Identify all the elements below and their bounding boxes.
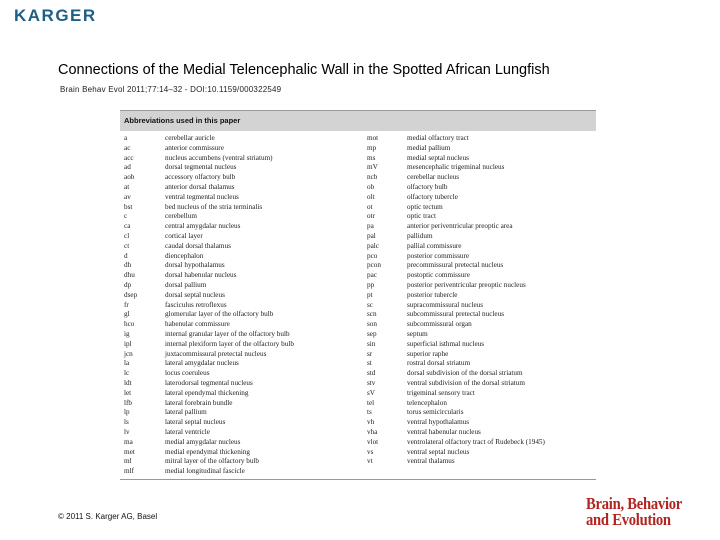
definition-right: anterior periventricular preoptic area xyxy=(407,222,513,231)
definition-left: internal plexiform layer of the olfactory bulb xyxy=(165,339,294,348)
journal-logo-line1: Brain, Behavior xyxy=(586,494,683,513)
abbreviation-left: ac xyxy=(124,143,131,152)
definition-right: olfactory tubercle xyxy=(407,192,458,201)
definition-right: ventral subdivision of the dorsal striatum xyxy=(407,378,525,387)
definition-left: medial longitudinal fascicle xyxy=(165,467,245,476)
definition-left: cortical layer xyxy=(165,231,203,240)
abbreviation-right: sr xyxy=(367,349,373,358)
definition-left: dorsal septal nucleus xyxy=(165,290,225,299)
definition-right: supracommissural nucleus xyxy=(407,300,484,309)
definition-left: central amygdalar nucleus xyxy=(165,222,241,231)
abbreviation-left: c xyxy=(124,212,128,221)
table-row xyxy=(120,457,596,467)
abbreviation-left: hco xyxy=(124,320,135,329)
abbreviation-right: sV xyxy=(367,388,375,397)
definition-left: diencephalon xyxy=(165,251,204,260)
definition-right: medial olfactory tract xyxy=(407,134,469,142)
abbreviation-right: vs xyxy=(367,447,374,456)
abbreviation-right: vt xyxy=(367,457,373,466)
definition-left: lateral ependymal thickening xyxy=(165,388,249,397)
abbreviation-right: ts xyxy=(367,408,372,417)
definition-left: dorsal tegmental nucleus xyxy=(165,163,237,172)
table-row xyxy=(120,232,596,242)
table-row xyxy=(120,163,596,173)
definition-left: anterior commissure xyxy=(165,143,224,152)
definition-left: laterodorsal tegmental nucleus xyxy=(165,378,253,387)
abbreviation-left: dhu xyxy=(124,271,135,280)
definition-right: postoptic commissure xyxy=(407,271,470,280)
abbreviation-right: palc xyxy=(367,241,379,250)
definition-left: cerebellum xyxy=(165,212,197,221)
definition-right: posterior commissure xyxy=(407,251,470,260)
abbreviation-right: tel xyxy=(367,398,375,407)
definition-right: septum xyxy=(407,329,428,338)
definition-left: lateral amygdalar nucleus xyxy=(165,359,239,368)
definition-right: trigeminal sensory tract xyxy=(407,388,475,397)
definition-right: medial septal nucleus xyxy=(407,153,469,162)
table-bottom-rule xyxy=(120,479,596,480)
definition-right: subcommissural organ xyxy=(407,320,472,329)
abbreviation-left: cl xyxy=(124,231,130,240)
table-row xyxy=(120,418,596,428)
abbreviation-left: ldt xyxy=(124,378,132,387)
table-row xyxy=(120,448,596,458)
table-row xyxy=(120,261,596,271)
definition-right: precommissural pretectal nucleus xyxy=(407,261,504,270)
definition-right: rostral dorsal striatum xyxy=(407,359,471,368)
table-row xyxy=(120,242,596,252)
abbreviation-left: a xyxy=(124,134,128,142)
abbreviation-left: bst xyxy=(124,202,133,211)
definition-left: habenular commissure xyxy=(165,320,230,329)
article-citation: Brain Behav Evol 2011;77:14–32 - DOI:10.1159/000322549 xyxy=(60,85,282,94)
abbreviation-left: av xyxy=(124,192,131,201)
definition-left: dorsal hypothalamus xyxy=(165,261,225,270)
table-row xyxy=(120,144,596,154)
table-row xyxy=(120,467,596,477)
definition-left: internal granular layer of the olfactory bulb xyxy=(165,329,290,338)
definition-right: ventral septal nucleus xyxy=(407,447,470,456)
definition-right: ventral thalamus xyxy=(407,457,455,466)
definition-left: accessory olfactory bulb xyxy=(165,173,236,182)
table-row xyxy=(120,310,596,320)
definition-right: posterior periventricular preoptic nucleus xyxy=(407,280,526,289)
definition-left: glomerular layer of the olfactory bulb xyxy=(165,310,274,319)
definition-left: lateral forebrain bundle xyxy=(165,398,233,407)
table-row xyxy=(120,134,596,144)
abbreviation-left: lc xyxy=(124,369,130,378)
abbreviation-left: fr xyxy=(124,300,129,309)
abbreviation-right: sep xyxy=(367,329,377,338)
definition-right: ventral hypothalamus xyxy=(407,418,470,427)
article-title: Connections of the Medial Telencephalic Wall in the Spotted African Lungfish xyxy=(58,62,550,78)
abbreviation-right: mV xyxy=(367,163,378,172)
table-row xyxy=(120,203,596,213)
definition-right: subcommissural pretectal nucleus xyxy=(407,310,505,319)
definition-right: torus semicircularis xyxy=(407,408,464,417)
table-row xyxy=(120,281,596,291)
abbreviation-right: pt xyxy=(367,290,373,299)
definition-right: cerebellar nucleus xyxy=(407,173,460,182)
definition-left: lateral pallium xyxy=(165,408,207,417)
abbreviations-table xyxy=(120,110,596,480)
abbreviation-right: vh xyxy=(367,418,375,427)
definition-right: olfactory bulb xyxy=(407,182,448,191)
table-row xyxy=(120,154,596,164)
abbreviation-right: ob xyxy=(367,182,375,191)
table-row xyxy=(120,173,596,183)
abbreviation-left: ct xyxy=(124,241,130,250)
table-row xyxy=(120,183,596,193)
abbreviation-right: st xyxy=(367,359,372,368)
abbreviation-right: sin xyxy=(367,339,376,348)
abbreviation-left: lp xyxy=(124,408,130,417)
table-row xyxy=(120,271,596,281)
definition-left: juxtacommissural pretectal nucleus xyxy=(165,349,267,358)
abbreviation-left: aob xyxy=(124,173,135,182)
table-body xyxy=(120,134,596,477)
table-row xyxy=(120,389,596,399)
table-row xyxy=(120,291,596,301)
abbreviation-right: vha xyxy=(367,427,378,436)
abbreviation-left: dh xyxy=(124,261,132,270)
table-row xyxy=(120,320,596,330)
table-row xyxy=(120,212,596,222)
definition-left: nucleus accumbens (ventral striatum) xyxy=(165,153,273,162)
definition-right: dorsal subdivision of the dorsal striatum xyxy=(407,369,523,378)
definition-right: optic tract xyxy=(407,212,436,221)
table-row xyxy=(120,408,596,418)
definition-right: ventrolateral olfactory tract of Rudebeck (1945) xyxy=(407,437,545,446)
abbreviation-right: pal xyxy=(367,231,376,240)
abbreviation-left: met xyxy=(124,447,135,456)
definition-left: medial ependymal thickening xyxy=(165,447,251,456)
abbreviation-left: mlf xyxy=(124,467,134,476)
definition-left: lateral septal nucleus xyxy=(165,418,226,427)
table-row xyxy=(120,399,596,409)
abbreviation-left: ipl xyxy=(124,339,132,348)
table-row xyxy=(120,369,596,379)
abbreviation-right: scn xyxy=(367,310,377,319)
abbreviation-right: stv xyxy=(367,378,376,387)
table-row xyxy=(120,359,596,369)
definition-left: fasciculus retroflexus xyxy=(165,300,227,309)
definition-right: pallial commissure xyxy=(407,241,462,250)
karger-logo[interactable]: KARGER xyxy=(14,6,97,25)
definition-left: anterior dorsal thalamus xyxy=(165,182,235,191)
abbreviation-left: acc xyxy=(124,153,134,162)
definition-left: dorsal habenular nucleus xyxy=(165,271,237,280)
definition-left: cerebellar auricle xyxy=(165,134,215,142)
definition-left: locus coeruleus xyxy=(165,369,210,378)
definition-left: mitral layer of the olfactory bulb xyxy=(165,457,260,466)
definition-right: mesencephalic trigeminal nucleus xyxy=(407,163,505,172)
abbreviation-right: pa xyxy=(367,222,374,231)
definition-left: ventral tegmental nucleus xyxy=(165,192,239,201)
abbreviation-left: ad xyxy=(124,163,131,172)
definition-right: superficial isthmal nucleus xyxy=(407,339,485,348)
abbreviation-right: pac xyxy=(367,271,377,280)
table-row xyxy=(120,330,596,340)
abbreviation-left: at xyxy=(124,182,130,191)
abbreviation-left: ls xyxy=(124,418,129,427)
abbreviation-left: gl xyxy=(124,310,130,319)
definition-left: caudal dorsal thalamus xyxy=(165,241,231,250)
abbreviation-right: olt xyxy=(367,192,375,201)
abbreviation-left: lfb xyxy=(124,398,132,407)
table-row xyxy=(120,350,596,360)
table-row xyxy=(120,438,596,448)
abbreviation-right: mot xyxy=(367,134,379,142)
abbreviation-left: dp xyxy=(124,280,132,289)
abbreviation-left: ig xyxy=(124,329,130,338)
abbreviation-right: vlot xyxy=(367,437,379,446)
abbreviation-left: let xyxy=(124,388,132,397)
abbreviation-left: lv xyxy=(124,427,130,436)
abbreviation-right: otr xyxy=(367,212,375,221)
definition-right: ventral habenular nucleus xyxy=(407,427,481,436)
abbreviation-left: dsep xyxy=(124,290,138,299)
table-header: Abbreviations used in this paper xyxy=(120,110,596,131)
journal-logo[interactable] xyxy=(586,496,693,528)
abbreviation-right: pp xyxy=(367,280,375,289)
table-row xyxy=(120,340,596,350)
table-row xyxy=(120,222,596,232)
table-row xyxy=(120,193,596,203)
table-row xyxy=(120,252,596,262)
abbreviation-left: d xyxy=(124,251,128,260)
abbreviation-right: mp xyxy=(367,143,377,152)
abbreviation-right: std xyxy=(367,369,376,378)
definition-right: superior raphe xyxy=(407,349,449,358)
copyright-notice: © 2011 S. Karger AG, Basel xyxy=(58,512,158,521)
definition-right: telencephalon xyxy=(407,398,447,407)
table-row xyxy=(120,428,596,438)
abbreviation-left: la xyxy=(124,359,130,368)
definition-right: pallidum xyxy=(407,231,433,240)
definition-left: bed nucleus of the stria terminalis xyxy=(165,202,263,211)
abbreviation-left: ma xyxy=(124,437,133,446)
abbreviation-right: pcon xyxy=(367,261,381,270)
abbreviation-right: ms xyxy=(367,153,376,162)
abbreviation-right: ncb xyxy=(367,173,378,182)
definition-right: posterior tubercle xyxy=(407,290,458,299)
abbreviation-right: ot xyxy=(367,202,373,211)
definition-right: medial pallium xyxy=(407,143,451,152)
table-row xyxy=(120,301,596,311)
definition-left: lateral ventricle xyxy=(165,427,210,436)
abbreviation-left: ca xyxy=(124,222,131,231)
definition-left: medial amygdalar nucleus xyxy=(165,437,241,446)
definition-left: dorsal pallium xyxy=(165,280,207,289)
abbreviation-right: son xyxy=(367,320,377,329)
journal-logo-line2: and Evolution xyxy=(586,510,671,529)
abbreviation-left: ml xyxy=(124,457,132,466)
abbreviation-left: jcn xyxy=(124,349,133,358)
table-row xyxy=(120,379,596,389)
abbreviation-right: pco xyxy=(367,251,378,260)
abbreviation-right: sc xyxy=(367,300,373,309)
definition-right: optic tectum xyxy=(407,202,443,211)
